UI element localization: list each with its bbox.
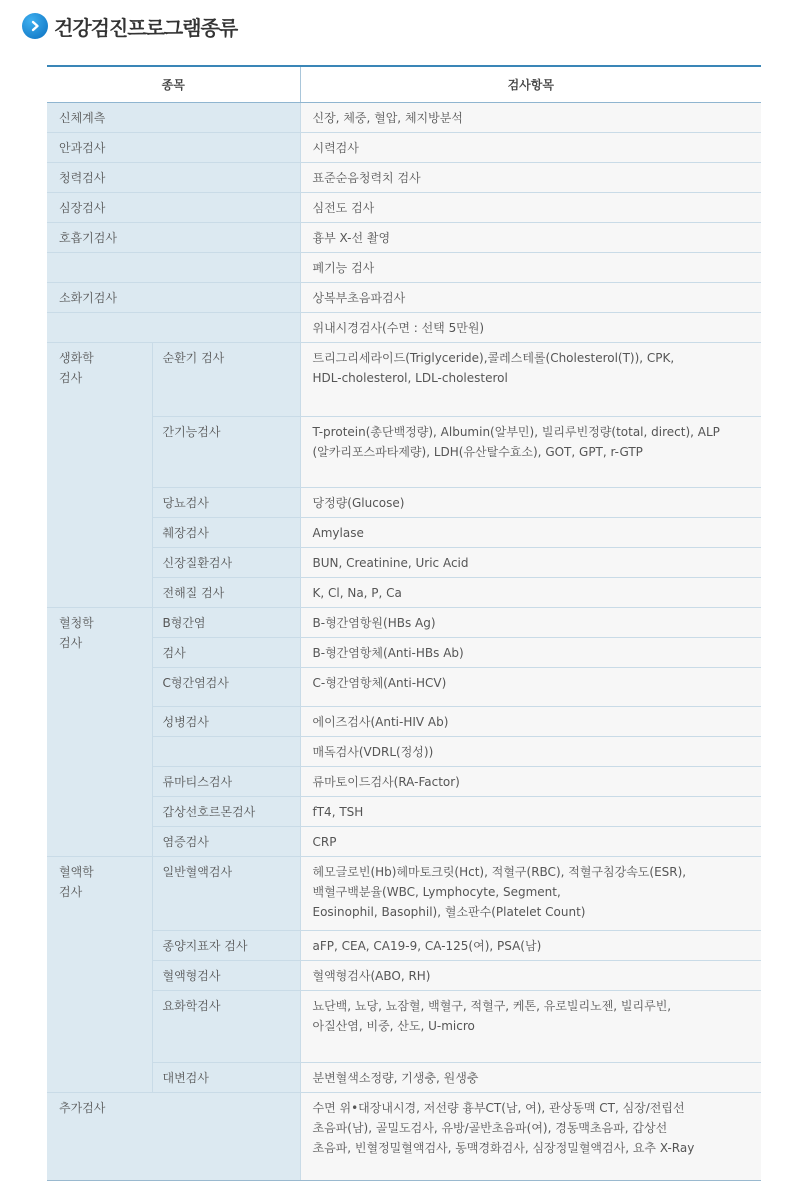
item-line: HDL-cholesterol, LDL-cholesterol xyxy=(312,371,508,385)
items-cell: BUN, Creatinine, Uric Acid xyxy=(300,548,761,578)
header-category: 종목 xyxy=(47,66,300,103)
category-cell: 호흡기검사 xyxy=(47,223,300,253)
table-row xyxy=(47,578,761,608)
subcategory-cell: 일반혈액검사 xyxy=(152,857,300,931)
chevron-right-icon xyxy=(22,13,48,39)
items-cell: CRP xyxy=(300,827,761,857)
subcategory-cell: 성병검사 xyxy=(152,707,300,737)
page-header xyxy=(22,10,237,42)
table-row xyxy=(47,223,761,253)
category-cell-serology xyxy=(47,608,152,857)
items-cell: fT4, TSH xyxy=(300,797,761,827)
subcategory-cell: 혈액형검사 xyxy=(152,961,300,991)
subcategory-cell: 췌장검사 xyxy=(152,518,300,548)
items-cell: 흉부 X-선 촬영 xyxy=(300,223,761,253)
category-cell: 추가검사 xyxy=(47,1093,300,1181)
category-cell: 심장검사 xyxy=(47,193,300,223)
items-cell: B-형간염항체(Anti-HBs Ab) xyxy=(300,638,761,668)
items-cell: C-형간염항체(Anti-HCV) xyxy=(300,668,761,707)
items-cell: K, Cl, Na, P, Ca xyxy=(300,578,761,608)
subcategory-cell: 간기능검사 xyxy=(152,417,300,488)
item-line: 뇨단백, 뇨당, 뇨잠혈, 백혈구, 적혈구, 케톤, 유로빌리노젠, 빌리루빈, xyxy=(312,999,672,1013)
subcategory-cell: 대변검사 xyxy=(152,1063,300,1093)
category-cell-hematology xyxy=(47,857,152,1093)
category-label: 혈액학 xyxy=(59,865,94,879)
item-line: 초음파, 빈혈정밀혈액검사, 동맥경화검사, 심장정밀혈액검사, 요추 X-Ray xyxy=(312,1141,695,1155)
table-row xyxy=(47,283,761,313)
items-cell: 분변혈색소정량, 기생충, 원생충 xyxy=(300,1063,761,1093)
items-cell xyxy=(300,417,761,488)
header-items: 검사항목 xyxy=(300,66,761,103)
table-row xyxy=(47,737,761,767)
table-row xyxy=(47,638,761,668)
items-cell: 에이즈검사(Anti-HIV Ab) xyxy=(300,707,761,737)
category-label: 검사 xyxy=(59,371,83,385)
items-cell: 매독검사(VDRL(정성)) xyxy=(300,737,761,767)
table-row xyxy=(47,931,761,961)
items-cell: 위내시경검사(수면 : 선택 5만원) xyxy=(300,313,761,343)
item-line: 초음파(남), 골밀도검사, 유방/골반초음파(여), 경동맥초음파, 갑상선 xyxy=(312,1121,668,1135)
table-row xyxy=(47,991,761,1063)
item-line: T-protein(총단백정량), Albumin(알부민), 빌리루빈정량(total, direct), ALP xyxy=(312,425,720,439)
subcategory-cell: B형간염 xyxy=(152,608,300,638)
category-label: 생화학 xyxy=(59,351,94,365)
items-cell xyxy=(300,1093,761,1181)
table-row xyxy=(47,961,761,991)
subcategory-cell: 염증검사 xyxy=(152,827,300,857)
table-row xyxy=(47,767,761,797)
table-row xyxy=(47,163,761,193)
table-row xyxy=(47,193,761,223)
category-label: 혈청학 xyxy=(59,616,94,630)
items-cell xyxy=(300,857,761,931)
category-cell: 소화기검사 xyxy=(47,283,300,313)
item-line: (알카리포스파타제량), LDH(유산탈수효소), GOT, GPT, r-GTP xyxy=(312,445,643,459)
items-cell xyxy=(300,343,761,417)
subcategory-cell xyxy=(152,737,300,767)
subcategory-cell: 순환기 검사 xyxy=(152,343,300,417)
item-line: Eosinophil, Basophil), 혈소판수(Platelet Count) xyxy=(312,905,586,919)
table-row xyxy=(47,313,761,343)
category-label: 검사 xyxy=(59,636,83,650)
subcategory-cell: 류마티스검사 xyxy=(152,767,300,797)
table-row xyxy=(47,707,761,737)
category-cell xyxy=(47,313,300,343)
items-cell: 당정량(Glucose) xyxy=(300,488,761,518)
table-row xyxy=(47,133,761,163)
subcategory-cell: 전해질 검사 xyxy=(152,578,300,608)
table-row xyxy=(47,417,761,488)
subcategory-cell: 신장질환검사 xyxy=(152,548,300,578)
items-cell: 혈액형검사(ABO, RH) xyxy=(300,961,761,991)
item-line: 백혈구백분율(WBC, Lymphocyte, Segment, xyxy=(312,885,561,899)
items-cell: 표준순음청력치 검사 xyxy=(300,163,761,193)
subcategory-cell: 당뇨검사 xyxy=(152,488,300,518)
subcategory-cell: 갑상선호르몬검사 xyxy=(152,797,300,827)
items-cell: 신장, 체중, 혈압, 체지방분석 xyxy=(300,103,761,133)
subcategory-cell: 검사 xyxy=(152,638,300,668)
table-row xyxy=(47,518,761,548)
table-row xyxy=(47,488,761,518)
items-cell: aFP, CEA, CA19-9, CA-125(여), PSA(남) xyxy=(300,931,761,961)
item-line: 트리그리세라이드(Triglyceride),콜레스테롤(Cholesterol(T)), CPK, xyxy=(312,351,675,365)
table-row xyxy=(47,253,761,283)
item-line: 수면 위•대장내시경, 저선량 흉부CT(남, 여), 관상동맥 CT, 심장/전립선 xyxy=(312,1101,685,1115)
table-row xyxy=(47,343,761,417)
items-cell xyxy=(300,991,761,1063)
items-cell: 류마토이드검사(RA-Factor) xyxy=(300,767,761,797)
category-cell xyxy=(47,253,300,283)
category-cell: 신체계측 xyxy=(47,103,300,133)
table-row xyxy=(47,857,761,931)
table-row xyxy=(47,608,761,638)
category-cell-biochem xyxy=(47,343,152,608)
subcategory-cell: 요화학검사 xyxy=(152,991,300,1063)
table-row xyxy=(47,827,761,857)
table-row xyxy=(47,103,761,133)
exam-table xyxy=(47,65,761,1181)
items-cell: 상복부초음파검사 xyxy=(300,283,761,313)
item-line: 아질산염, 비중, 산도, U-micro xyxy=(312,1019,475,1033)
items-cell: Amylase xyxy=(300,518,761,548)
subcategory-cell: 종양지표자 검사 xyxy=(152,931,300,961)
item-line: 헤모글로빈(Hb)헤마토크릿(Hct), 적혈구(RBC), 적혈구침강속도(ESR), xyxy=(312,865,687,879)
items-cell: B-형간염항원(HBs Ag) xyxy=(300,608,761,638)
table-header-row xyxy=(47,66,761,103)
items-cell: 심전도 검사 xyxy=(300,193,761,223)
items-cell: 폐기능 검사 xyxy=(300,253,761,283)
table-row xyxy=(47,668,761,707)
category-label: 검사 xyxy=(59,885,83,899)
category-cell: 안과검사 xyxy=(47,133,300,163)
table-row xyxy=(47,797,761,827)
table-row xyxy=(47,1093,761,1181)
page-title: 건강검진프로그램종류 xyxy=(54,15,238,40)
items-cell: 시력검사 xyxy=(300,133,761,163)
category-cell: 청력검사 xyxy=(47,163,300,193)
subcategory-cell: C형간염검사 xyxy=(152,668,300,707)
table-row xyxy=(47,548,761,578)
table-row xyxy=(47,1063,761,1093)
